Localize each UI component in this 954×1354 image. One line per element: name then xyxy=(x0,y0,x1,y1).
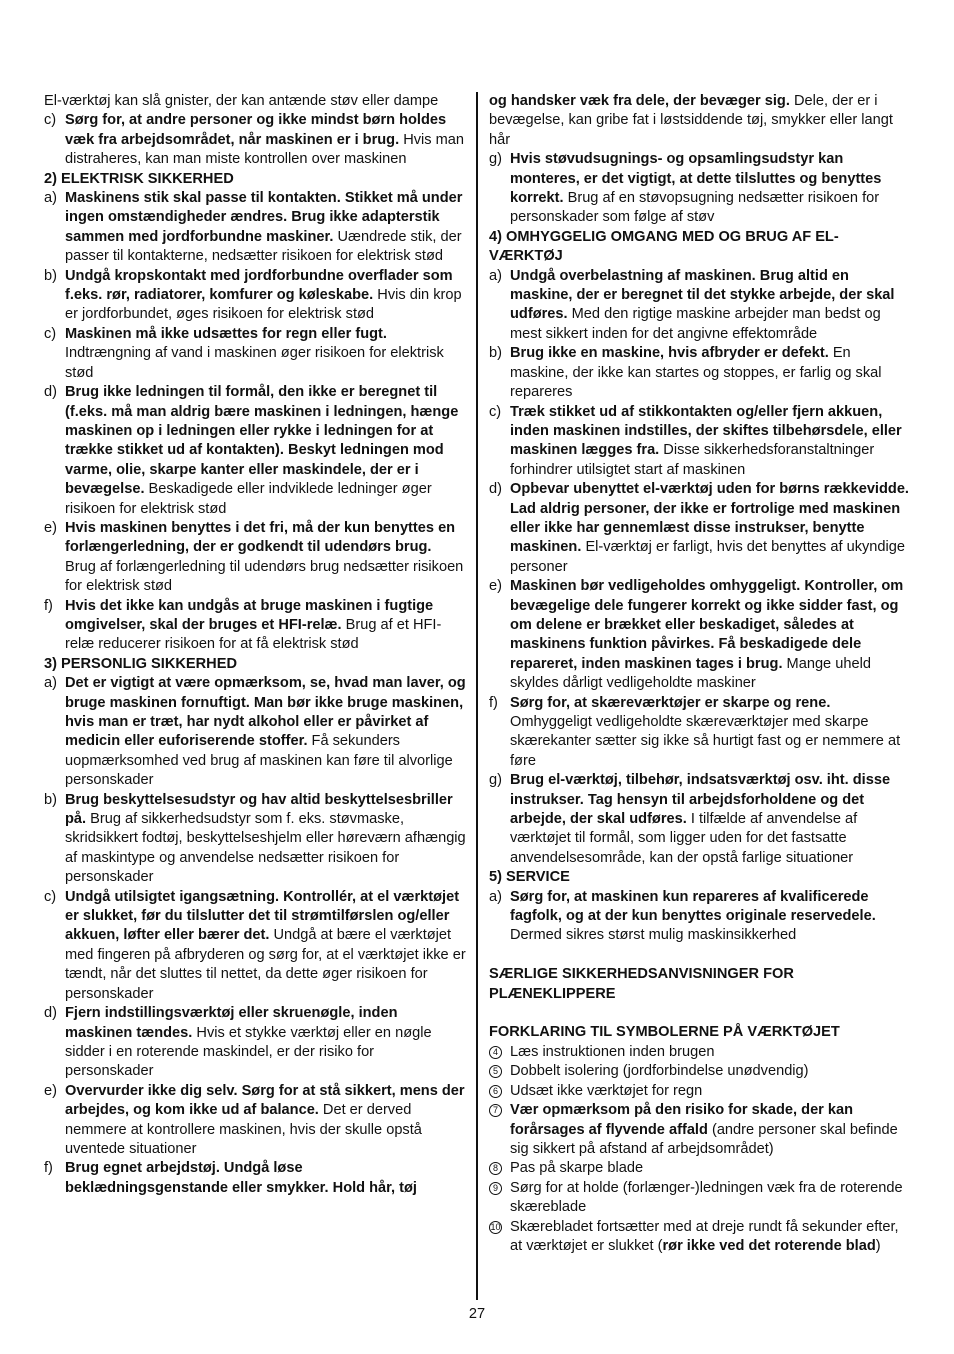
item-bold: Fjern indstillingsværktøj eller skruenøgle, inden maskinen tændes. xyxy=(65,1005,398,1041)
item-rest: Hvis man distraheres, kan man miste kontrollen over maskinen xyxy=(65,131,465,168)
item-text xyxy=(65,674,466,790)
item-label: g) xyxy=(489,151,502,168)
paragraph-text: Dele, der er i bevægelse, kan gribe fat i løstsiddende tøj, smykker eller langt hår xyxy=(489,93,893,148)
item-text xyxy=(65,888,466,1004)
list-item xyxy=(489,888,912,946)
symbol-text xyxy=(510,1218,912,1257)
spacer xyxy=(489,1004,912,1023)
item-bold: Sørg for, at skæreværktøjer er skarpe og rene. xyxy=(510,694,831,711)
symbol-item xyxy=(489,1179,912,1218)
column-divider xyxy=(476,92,478,1300)
item-bold: Maskinen bør vedligeholdes omhyggeligt. Kontroller, om bevægelige dele fungerer korrekt og ikke sidder fast, og om delene er brækket eller beskadiget, således at maskinens funktion påvirkes. Få beskadigede dele repareret, inden maskinen tages i brug. xyxy=(510,578,904,672)
symbol-marker xyxy=(489,1101,510,1159)
list-item xyxy=(44,267,466,325)
symbol-item xyxy=(489,1101,912,1159)
symbol-bold: Vær opmærksom på den risiko for skade, der kan forårsages af flyvende affald xyxy=(510,1102,854,1138)
symbol-desc: Pas på skarpe blade xyxy=(510,1160,644,1177)
list-item xyxy=(44,519,466,597)
list-item xyxy=(44,325,466,383)
symbol-desc: Dobbelt isolering (jordforbindelse unødvendig) xyxy=(510,1063,809,1080)
symbol-desc: ) xyxy=(875,1237,881,1254)
item-rest: El-værktøj er farligt, hvis det benyttes af ukyndige personer xyxy=(510,539,906,575)
list-item xyxy=(44,111,466,169)
item-text xyxy=(65,267,466,325)
list-item xyxy=(44,189,466,267)
item-label: f) xyxy=(44,597,53,614)
symbol-text xyxy=(510,1101,912,1159)
section-heading: FORKLARING TIL SYMBOLERNE PÅ VÆRKTØJET xyxy=(489,1024,840,1041)
item-label: d) xyxy=(44,384,57,401)
item-label: d) xyxy=(489,481,502,498)
item-bold: Brug ikke en maskine, hvis afbryder er defekt. xyxy=(510,345,829,362)
item-text xyxy=(510,344,912,402)
circled-number-icon: 10 xyxy=(490,1221,501,1232)
item-rest: En maskine, der ikke kan startes og stoppes, er farlig og skal repareres xyxy=(510,345,882,401)
item-bold: Maskinens stik skal passe til kontakten. Stikket må under ingen omstændigheder ændres. Brug ikke adapterstik sammen med jordforbundne maskiner. xyxy=(65,190,463,245)
item-bold: Hvis det ikke kan undgås at bruge maskinen i fugtige omgivelser, skal der bruges et HFI-relæ. xyxy=(65,597,434,633)
symbol-item xyxy=(489,1043,912,1062)
symbol-desc: Læs instruktionen inden brugen xyxy=(510,1043,715,1060)
item-label: b) xyxy=(44,267,57,284)
item-label: a) xyxy=(44,675,57,692)
item-rest: Indtrængning af vand i maskinen øger risikoen for elektrisk stød xyxy=(65,345,444,381)
symbol-marker xyxy=(489,1062,510,1081)
symbol-item xyxy=(489,1082,912,1101)
item-text xyxy=(65,791,466,888)
item-label: e) xyxy=(44,1082,57,1099)
symbol-text xyxy=(510,1082,912,1101)
symbol-desc: Skærebladet fortsætter med at dreje rundt få sekunder efter, at værktøjet er slukket ( xyxy=(510,1218,899,1254)
list-item xyxy=(489,694,912,772)
spacer xyxy=(489,946,912,965)
list-item xyxy=(489,344,912,402)
item-label: c) xyxy=(44,112,57,129)
item-bold: Overvurder ikke dig selv. Sørg for at stå sikkert, mens der arbejdes, og kom ikke ud af balance. xyxy=(65,1082,465,1119)
item-label: f) xyxy=(489,694,498,711)
list-item xyxy=(44,1082,466,1160)
item-text xyxy=(65,111,466,169)
item-bold: Hvis maskinen benyttes i det fri, må der kun benyttes en forlængerledning, der er godkendt til udendørs brug. xyxy=(65,519,456,556)
list-item xyxy=(44,383,466,519)
item-text xyxy=(510,771,912,868)
symbol-text xyxy=(510,1062,912,1081)
item-label: g) xyxy=(489,772,502,789)
symbol-desc: (andre personer skal befinde sig sikkert på afstand af arbejdsområdet) xyxy=(510,1121,898,1157)
item-bold: Sørg for, at andre personer og ikke mindst børn holdes væk fra arbejdsområdet, når maskinen er i brug. xyxy=(65,112,447,148)
item-label: f) xyxy=(44,1160,53,1177)
item-label: a) xyxy=(489,267,502,284)
page-number: 27 xyxy=(468,1306,486,1322)
section-heading: 5) SERVICE xyxy=(489,869,570,886)
left-column xyxy=(44,92,466,1198)
item-rest: Få sekunders uopmærksomhed ved brug af maskinen kan føre til alvorlige personskader xyxy=(65,733,453,789)
item-text xyxy=(510,577,912,693)
item-text xyxy=(510,150,912,228)
list-item xyxy=(44,888,466,1004)
item-rest: Brug af sikkerhedsudstyr som f. eks. støvmaske, skridsikkert fodtøj, beskyttelseshjelm eller høreværn afhængig af maskintype og anvendelse nedsætter risikoen for personskader xyxy=(65,811,466,886)
symbol-item xyxy=(489,1062,912,1081)
item-label: c) xyxy=(44,888,57,905)
item-bold: Det er vigtigt at være opmærksom, se, hvad man laver, og bruge maskinen fornuftigt. Man bør ikke bruge maskinen, hvis man er træt, har nydt alkohol eller er påvirket af medicin eller euforiserende stoffer. xyxy=(65,675,466,750)
paragraph-text: El-værktøj kan slå gnister, der kan antænde støv eller dampe xyxy=(44,93,439,109)
item-text xyxy=(65,1082,466,1160)
list-item xyxy=(44,674,466,790)
section-heading: 3) PERSONLIG SIKKERHED xyxy=(44,655,237,672)
circled-number-icon: 9 xyxy=(489,1182,502,1195)
item-bold: Undgå overbelastning af maskinen. Brug altid en maskine, der er beregnet til det stykke arbejde, der skal udføres. xyxy=(510,267,895,323)
symbol-text xyxy=(510,1179,912,1218)
symbol-item xyxy=(489,1159,912,1178)
item-bold: Maskinen må ikke udsættes for regn eller fugt. xyxy=(65,325,387,342)
item-rest: Beskadigede eller indviklede ledninger øger risikoen for elektrisk stød xyxy=(65,481,432,517)
list-item xyxy=(489,480,912,577)
circled-number-icon: 6 xyxy=(489,1085,502,1098)
item-text xyxy=(510,267,912,345)
item-rest: Hvis et stykke værktøj eller en nøgle sidder i en roterende maskindel, er der risiko for personskader xyxy=(65,1024,432,1080)
item-rest: Brug af et HFI-relæ reducerer risikoen for at få elektrisk stød xyxy=(65,616,442,653)
item-text xyxy=(65,1159,466,1198)
item-text xyxy=(510,694,912,772)
item-rest: Hvis din krop er jordforbundet, øges risikoen for elektrisk stød xyxy=(65,287,462,323)
item-label: c) xyxy=(44,325,57,342)
list-item xyxy=(489,403,912,481)
symbol-marker xyxy=(489,1179,510,1218)
item-label: d) xyxy=(44,1005,57,1022)
item-text xyxy=(65,597,466,655)
item-bold: Brug el-værktøj, tilbehør, indsatsværktøj osv. iht. disse instrukser. Tag hensyn til arbejdsforholdene og det arbejde, der skal udføres. xyxy=(510,772,891,828)
symbol-text xyxy=(510,1043,912,1062)
item-rest: Omhyggeligt vedligeholdte skæreværktøjer med skarpe skærekanter sætter sig ikke så hurtigt fast og er nemmere at føre xyxy=(510,714,901,769)
item-text xyxy=(65,1004,466,1082)
item-text xyxy=(510,888,912,946)
paragraph xyxy=(489,92,912,150)
circled-number-icon: 5 xyxy=(489,1065,502,1078)
item-bold: Undgå kropskontakt med jordforbundne overflader som f.eks. rør, radiatorer, komfurer og køleskabe. xyxy=(65,267,453,304)
list-item xyxy=(44,597,466,655)
item-bold: Undgå utilsigtet igangsætning. Kontrollér, at el værktøjet er slukket, før du tilslutter det til strømtilførslen og/eller akkuen, løfter eller bærer det. xyxy=(65,888,460,944)
symbol-marker xyxy=(489,1043,510,1062)
list-item xyxy=(489,577,912,693)
item-rest: Brug af en støvopsugning nedsætter risikoen for personskader som følge af støv xyxy=(510,190,880,226)
list-item xyxy=(489,150,912,228)
item-bold: Brug ikke ledningen til formål, den ikke er beregnet til (f.eks. må man aldrig bære maskinen i ledningen, hænge maskinen op i ledningen eller rykke i ledningen for at trække stikket ud af kontakten). Beskyt ledningen mod varme, olie, skarpe kanter eller maskindele, der er i bevægelse. xyxy=(65,384,459,498)
symbol-text xyxy=(510,1159,912,1178)
item-rest: Uændrede stik, der passer til kontakterne, nedsætter risikoen for elektrisk stød xyxy=(65,228,462,265)
item-label: e) xyxy=(44,519,57,536)
list-item xyxy=(489,267,912,345)
item-label: a) xyxy=(44,190,57,207)
circled-number-icon: 7 xyxy=(489,1104,502,1117)
item-bold: Hvis støvudsugnings- og opsamlingsudstyr kan monteres, er det vigtigt, at dette tilsluttes og benyttes korrekt. xyxy=(510,151,882,207)
item-label: b) xyxy=(489,345,502,362)
item-rest: Mange uheld skyldes dårligt vedligeholdte maskiner xyxy=(510,655,871,692)
item-bold: Brug egnet arbejdstøj. Undgå løse beklædningsgenstande eller smykker. Hold hår, tøj xyxy=(65,1160,417,1196)
item-label: c) xyxy=(489,403,502,420)
section-heading: 2) ELEKTRISK SIKKERHED xyxy=(44,170,234,187)
symbol-marker xyxy=(489,1159,510,1178)
item-label: b) xyxy=(44,791,57,808)
item-text xyxy=(65,189,466,267)
circled-number-icon: 8 xyxy=(489,1162,502,1175)
section-heading: SÆRLIGE SIKKERHEDSANVISNINGER FOR PLÆNEKLIPPERE xyxy=(489,966,794,1002)
symbol-marker xyxy=(489,1082,510,1101)
right-column xyxy=(489,92,912,1256)
item-rest: Brug af forlængerledning til udendørs brug nedsætter risikoen for elektrisk stød xyxy=(65,558,464,595)
list-item xyxy=(44,1004,466,1082)
symbol-desc: Sørg for at holde (forlænger-)ledningen væk fra de roterende skæreblade xyxy=(510,1179,903,1216)
symbol-bold: rør ikke ved det roterende blad xyxy=(662,1237,876,1254)
list-item xyxy=(489,771,912,868)
item-text xyxy=(65,519,466,597)
item-bold: Brug beskyttelsesudstyr og hav altid beskyttelsesbriller på. xyxy=(65,791,453,828)
item-label: e) xyxy=(489,578,502,595)
list-item xyxy=(44,791,466,888)
circled-number-icon: 4 xyxy=(489,1046,502,1059)
paragraph-bold: og handsker væk fra dele, der bevæger sig. xyxy=(489,93,790,109)
item-text xyxy=(65,383,466,519)
paragraph xyxy=(44,92,466,111)
item-rest: Dermed sikres størst mulig maskinsikkerhed xyxy=(510,927,797,944)
item-bold: Træk stikket ud af stikkontakten og/eller fjern akkuen, inden maskinen indstilles, der skiftes tilbehørsdele, eller maskinen lægges fra. xyxy=(510,403,902,459)
item-rest: Undgå at bære el værktøjet med fingeren på afbryderen og sørg for, at el værktøjet ikke er tændt, når det sluttes til nettet, da dette øger risikoen for personskader xyxy=(65,927,466,1002)
symbol-item xyxy=(489,1218,912,1257)
item-text xyxy=(510,403,912,481)
item-bold: Opbevar ubenyttet el-værktøj uden for børns rækkevidde. Lad aldrig personer, der ikke er fortrolige med maskinen eller ikke har gennemlæst disse instrukser, benytte maskinen. xyxy=(510,481,909,556)
item-rest: Det er derved nemmere at kontrollere maskinen, hvis der skulle opstå uventede situationer xyxy=(65,1102,422,1157)
item-rest: Med den rigtige maskine arbejder man bedst og mest sikkert inden for det angivne effektområde xyxy=(510,306,881,342)
item-bold: Sørg for, at maskinen kun repareres af kvalificerede fagfolk, og at der kun benyttes originale reservedele. xyxy=(510,888,876,925)
section-heading: 4) OMHYGGELIG OMGANG MED OG BRUG AF EL-VÆRKTØJ xyxy=(489,228,839,265)
item-text xyxy=(510,480,912,577)
item-text xyxy=(65,325,466,383)
list-item xyxy=(44,1159,466,1198)
item-rest: Disse sikkerhedsforanstaltninger forhindrer utilsigtet start af maskinen xyxy=(510,442,875,478)
symbol-desc: Udsæt ikke værktøjet for regn xyxy=(510,1082,703,1099)
item-label: a) xyxy=(489,888,502,905)
symbol-marker xyxy=(489,1218,510,1257)
item-rest: I tilfælde af anvendelse af værktøjet til formål, som ligger uden for det fastsatte anvendelsesområde, kan der opstå farlige situationer xyxy=(510,811,858,866)
